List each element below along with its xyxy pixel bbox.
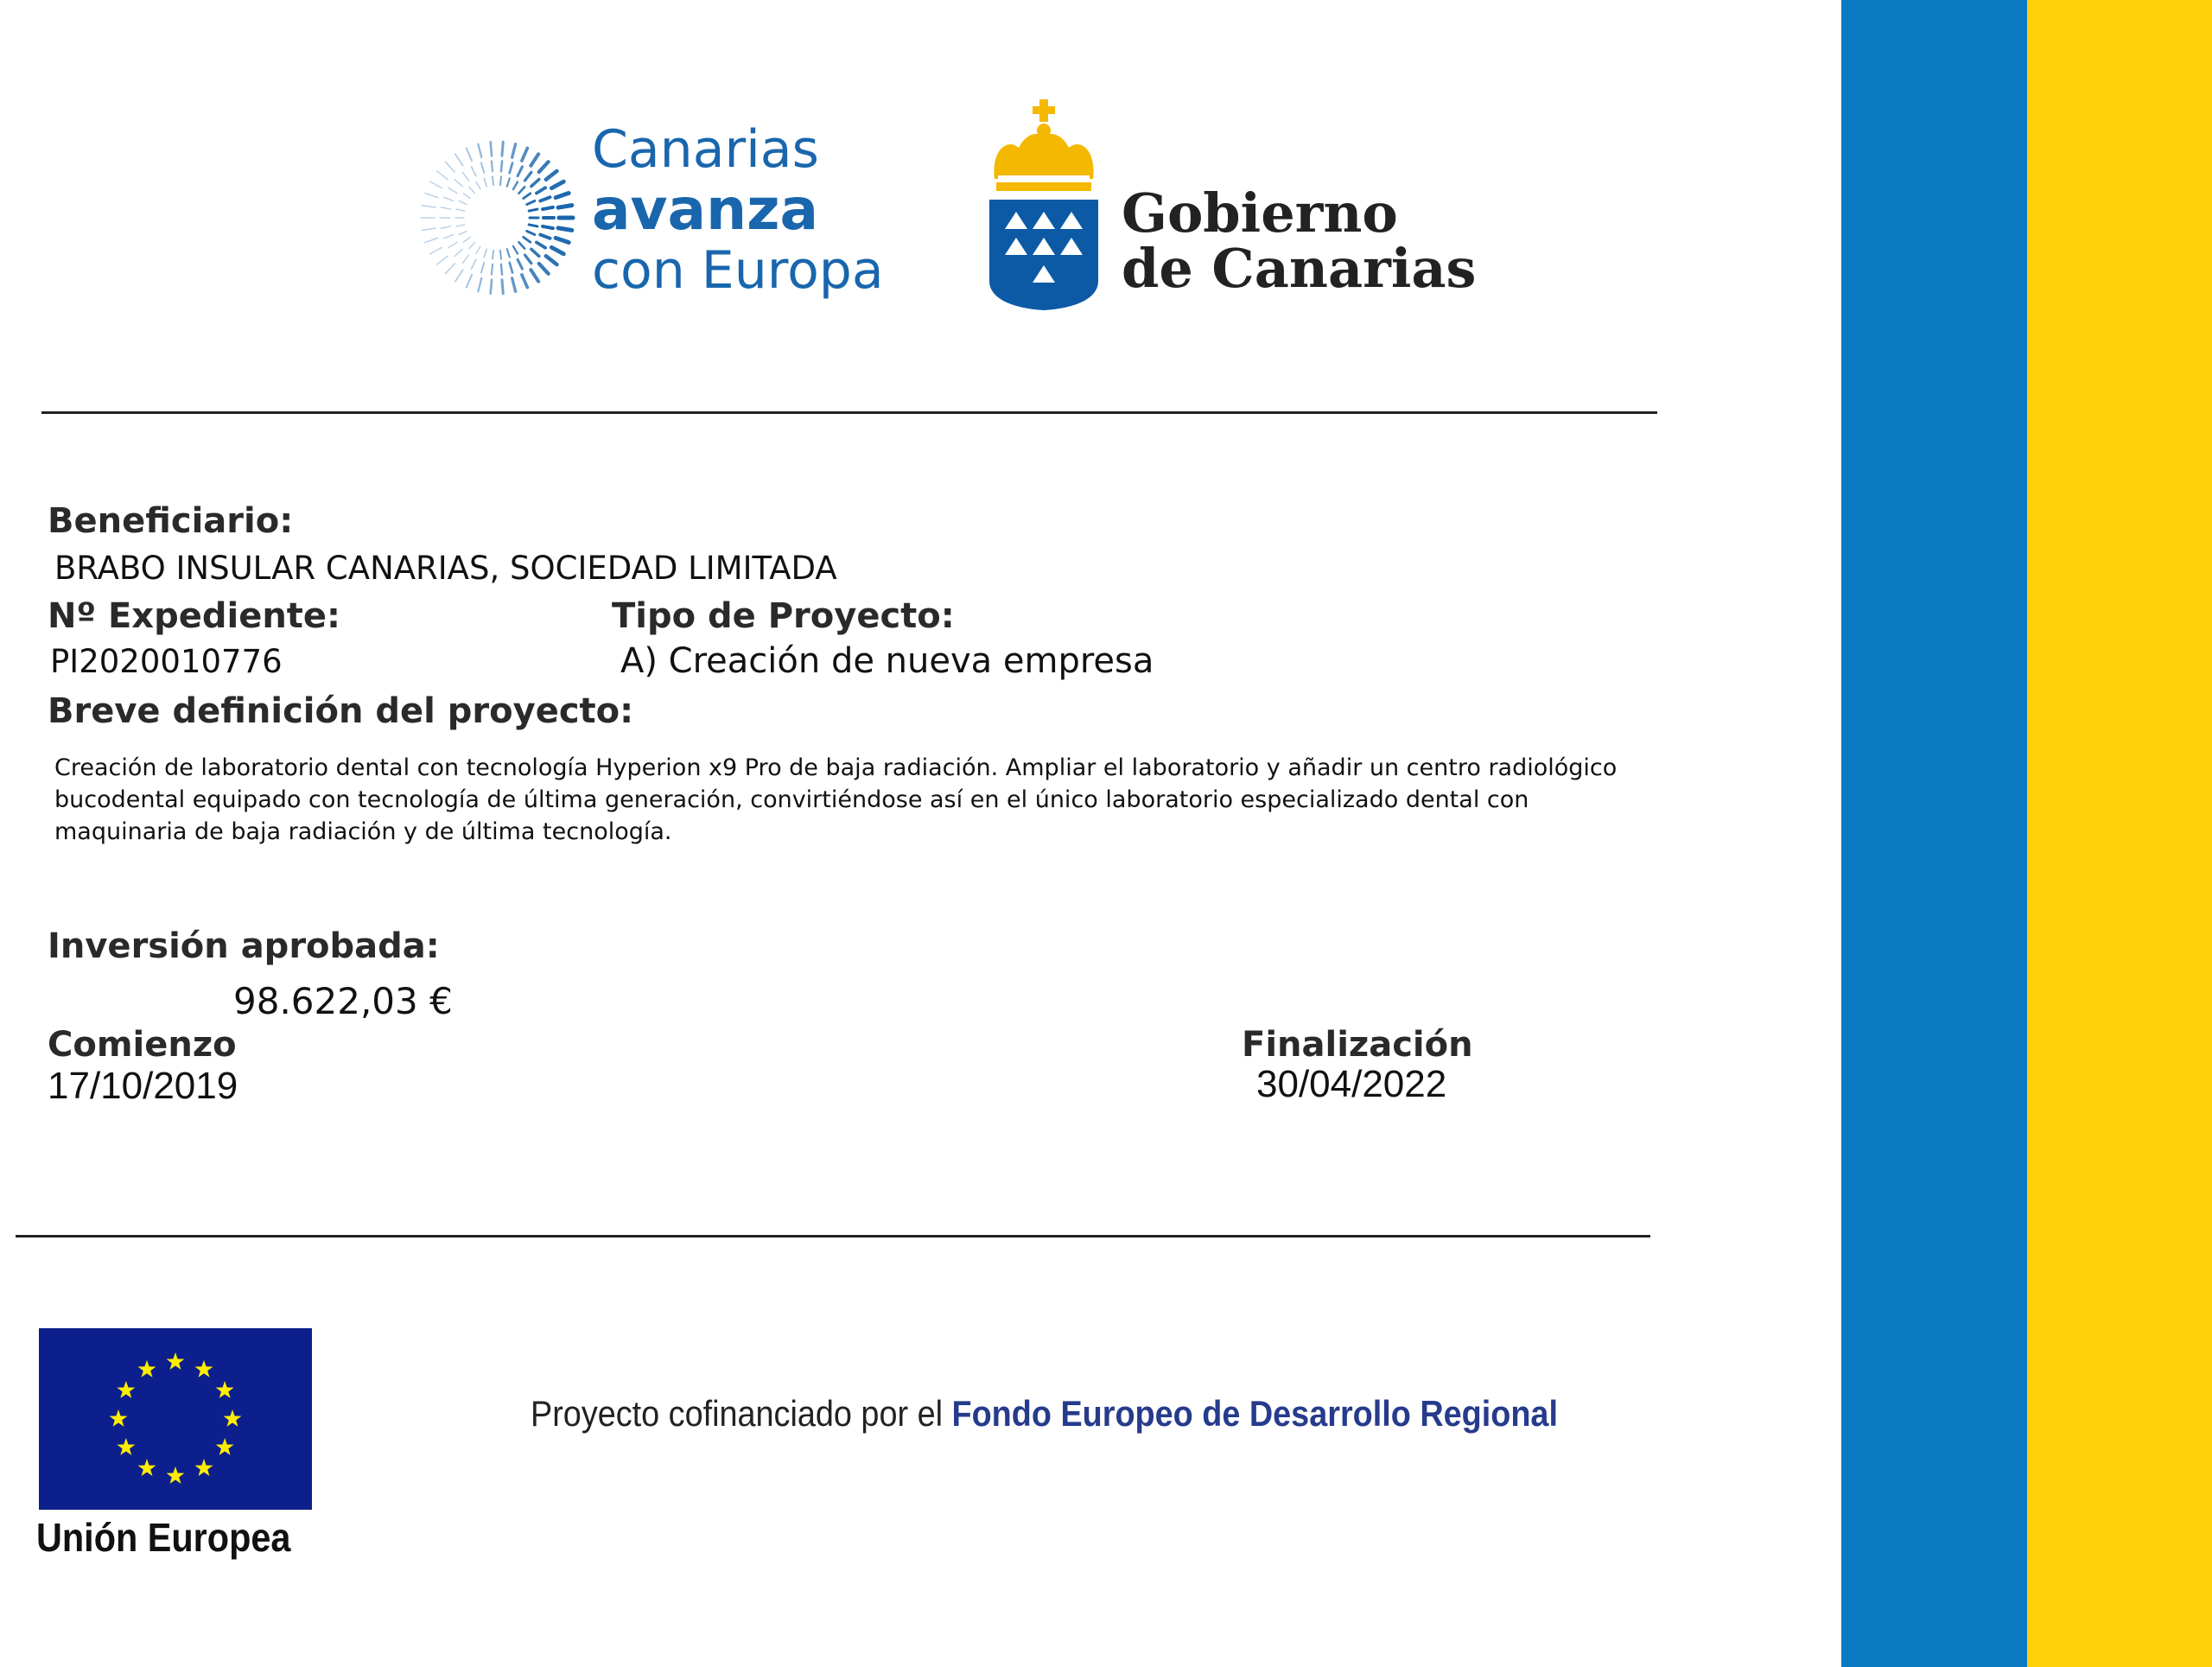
breve-definicion-value: Creación de laboratorio dental con tecnología Hyperion x9 Pro de baja radiación. Ampliar el laboratorio y añadir un centro radiológico bucodental equipado con tecnología de última generación, convirtiéndose así en el único laboratorio especializado dental con maquinaria de baja radiación y de última tecnología. [54, 754, 1618, 845]
sunburst-ray [441, 226, 451, 228]
sunburst-ray [455, 270, 463, 281]
comienzo-value: 17/10/2019 [48, 1065, 238, 1107]
sunburst-ray [527, 231, 535, 234]
sunburst-ray [445, 264, 454, 274]
sunburst-ray [425, 193, 438, 197]
finalizacion-value: 30/04/2022 [1256, 1063, 1447, 1105]
sunburst-ray [455, 154, 463, 165]
sunburst-ray [491, 142, 492, 156]
sunburst-ray [539, 264, 549, 274]
sunburst-ray [437, 171, 448, 180]
sunburst-ray [491, 280, 492, 294]
sunburst-ray [546, 171, 557, 180]
sunburst-ray [525, 255, 531, 264]
sunburst-ray [512, 144, 516, 158]
sunburst-ray [472, 259, 476, 269]
sunburst-ray [537, 242, 545, 247]
breve-definicion-label: Breve definición del proyecto: [48, 691, 634, 731]
expediente-label: Nº Expediente: [48, 596, 341, 636]
sunburst-ray [456, 225, 465, 226]
canarias-avanza-logo [406, 119, 890, 318]
sunburst-ray [529, 225, 537, 226]
sunburst-ray [537, 188, 545, 193]
sunburst-ray [441, 207, 451, 209]
sunburst-ray [478, 144, 481, 158]
sunburst-ray [463, 237, 470, 242]
sunburst-ray [527, 200, 535, 204]
sunburst-ray [524, 237, 531, 242]
sunburst-ray [546, 256, 557, 264]
sunburst-ray [518, 242, 524, 248]
sunburst-ray [531, 249, 539, 256]
tipo-proyecto-value: A) Creación de nueva empresa [620, 641, 1154, 681]
expediente-value: PI2020010776 [50, 643, 283, 680]
gobierno-crest-icon [988, 99, 1100, 311]
sunburst-ray [459, 231, 467, 234]
sunburst-ray [478, 278, 481, 292]
sunburst-ray [476, 246, 480, 254]
finalizacion-label: Finalización [1242, 1025, 1473, 1065]
sunburst-ray [472, 167, 476, 176]
sunburst-ray [459, 200, 467, 204]
sunburst-ray [456, 209, 465, 211]
sunburst-ray [481, 163, 484, 174]
beneficiario-value: BRABO INSULAR CANARIAS, SOCIEDAD LIMITADA [54, 550, 837, 587]
sunburst-ray [558, 206, 572, 208]
sunburst-ray [543, 207, 553, 209]
sunburst-ray [513, 181, 518, 189]
sunburst-ray [518, 187, 524, 193]
sunburst-ray [539, 162, 549, 172]
sunburst-ray [522, 148, 527, 161]
canarias-logo-text [592, 119, 884, 301]
sunburst-ray [513, 246, 518, 254]
sunburst-ray [502, 142, 503, 156]
sunburst-ray [531, 154, 538, 165]
top-divider [41, 411, 1657, 414]
fondo-europeo-name: Fondo Europeo de Desarrollo Regional [951, 1393, 1558, 1434]
sunburst-ray [518, 259, 522, 269]
sunburst-ray [510, 163, 512, 174]
sunburst-ray [507, 178, 510, 187]
sunburst-ray [512, 278, 516, 292]
sunburst-ray [481, 263, 484, 273]
gobierno-logo-line1: Gobierno [1122, 181, 1398, 245]
sunburst-ray [492, 264, 493, 275]
sunburst-ray [501, 161, 502, 171]
sunburst-ray [437, 256, 448, 264]
sunburst-ray [510, 263, 512, 273]
sunburst-ray [558, 228, 572, 231]
sunburst-ray [502, 280, 503, 294]
comienzo-label: Comienzo [48, 1025, 237, 1065]
sunburst-ray [463, 194, 470, 199]
sunburst-ray [425, 238, 438, 242]
sunburst-ray [531, 180, 539, 187]
sunburst-ray [507, 249, 510, 258]
sunburst-ray [422, 228, 435, 231]
gobierno-canarias-logo [988, 99, 1477, 315]
sunburst-ray [543, 226, 553, 228]
sunburst-ray [531, 270, 538, 281]
canarias-sunburst-icon [406, 131, 579, 309]
sunburst-ray [500, 176, 501, 185]
sunburst-ray [445, 162, 454, 172]
sunburst-ray [430, 181, 442, 188]
sunburst-ray [454, 180, 462, 187]
sunburst-ray [529, 209, 537, 211]
sunburst-ray [469, 187, 475, 193]
gobierno-logo-text [1122, 181, 1477, 300]
sunburst-ray [467, 148, 472, 161]
sunburst-ray [448, 242, 457, 247]
canarias-logo-line2: avanza [592, 176, 819, 243]
sunburst-ray [467, 275, 472, 288]
sunburst-ray [430, 247, 442, 254]
inversion-value: 98.622,03 € [233, 980, 453, 1022]
sunburst-ray [500, 251, 501, 259]
sunburst-ray [443, 235, 453, 239]
sunburst-ray [556, 238, 569, 242]
sunburst-ray [551, 181, 563, 188]
sunburst-ray [454, 249, 462, 256]
sunburst-ray [492, 161, 493, 171]
sunburst-ray [443, 197, 453, 200]
sunburst-ray [556, 193, 569, 197]
eu-label: Unión Europea [36, 1515, 291, 1560]
tipo-proyecto-label: Tipo de Proyecto: [612, 596, 955, 636]
sunburst-ray [551, 247, 563, 254]
beneficiario-label: Beneficiario: [48, 501, 294, 541]
sunburst-ray [462, 255, 468, 264]
sunburst-ray [484, 249, 486, 258]
sunburst-ray [501, 264, 502, 275]
sunburst-ray [469, 242, 475, 248]
gobierno-logo-line2: de Canarias [1122, 237, 1477, 300]
sunburst-ray [462, 172, 468, 181]
sunburst-ray [422, 206, 435, 208]
sunburst-ray [540, 235, 550, 239]
bottom-divider [16, 1235, 1650, 1238]
sunburst-ray [540, 197, 550, 200]
inversion-label: Inversión aprobada: [48, 926, 440, 966]
canarias-logo-line1: Canarias [592, 119, 819, 180]
eu-flag-icon [39, 1328, 312, 1510]
sunburst-ray [525, 172, 531, 181]
sunburst-ray [524, 194, 531, 199]
sunburst-ray [522, 275, 527, 288]
sunburst-ray [476, 181, 480, 189]
yellow-stripe [2027, 0, 2212, 1667]
cofinanciacion-prefix: Proyecto cofinanciado por el [531, 1393, 943, 1434]
sunburst-ray [448, 188, 457, 193]
cofinanciacion-text [531, 1393, 1558, 1435]
canarias-logo-line3: con Europa [592, 240, 884, 301]
blue-stripe [1841, 0, 2027, 1667]
sunburst-ray [484, 178, 486, 187]
sunburst-ray [518, 167, 522, 176]
